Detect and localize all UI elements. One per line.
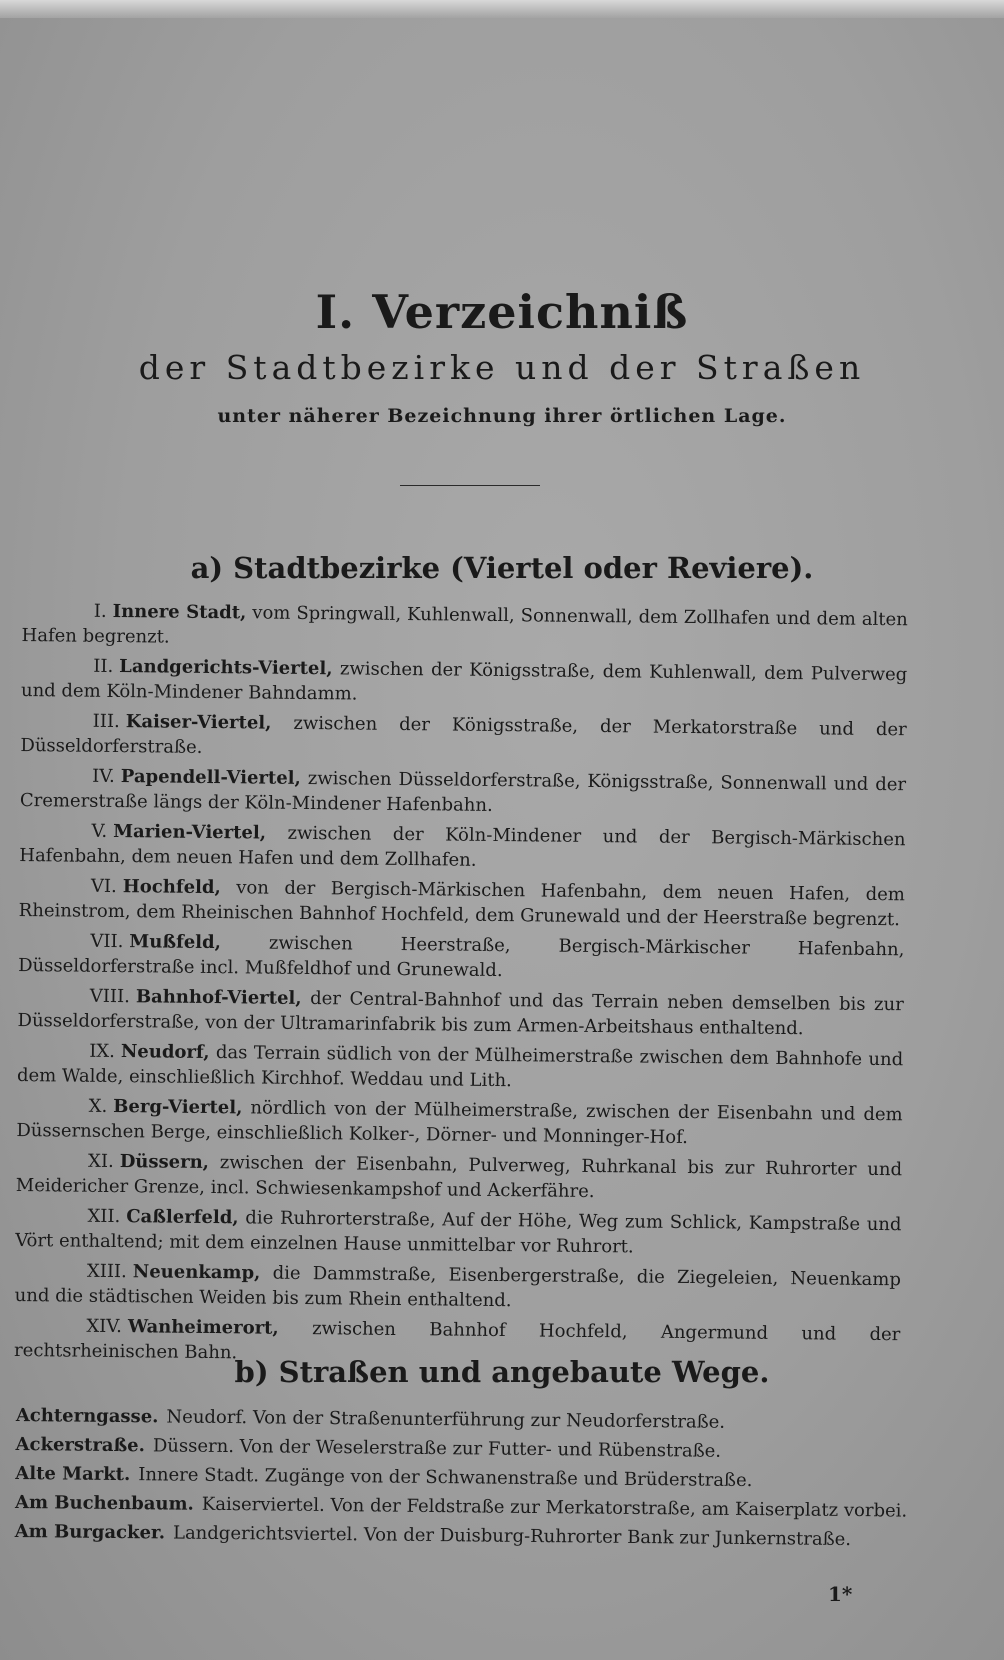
street-name: Alte Markt. xyxy=(15,1462,131,1486)
district-name: Landgerichts-Viertel, xyxy=(119,656,333,680)
district-description: zwischen Heerstraße, Bergisch-Märkischer Hafenbahn, Düsseldorferstraße incl. Mußfeldhof und Grunewald. xyxy=(18,932,905,982)
street-description: Landgerichtsviertel. Von der Duisburg-Ruhrorter Bank zur Junkernstraße. xyxy=(172,1522,852,1551)
street-entry xyxy=(15,1432,915,1466)
district-description: zwischen Düsseldorferstraße, Königsstraße, Sonnenwall und der Cremerstraße längs der Köln-Mindener Hafenbahn. xyxy=(19,768,907,816)
district-description: die Ruhrorterstraße, Auf der Höhe, Weg zum Schlick, Kampstraße und Vört enthaltend; mit dem einzelnen Hause unmittelbar vor Ruhrort. xyxy=(15,1207,902,1258)
district-name: Papendell-Viertel, xyxy=(120,766,301,789)
street-name: Achterngasse. xyxy=(15,1404,159,1428)
street-description: Kaiserviertel. Von der Feldstraße zur Merkatorstraße, am Kaiserplatz vorbei. xyxy=(201,1493,908,1522)
sub-sub-title: unter näherer Bezeichnung ihrer örtlichen Lage. xyxy=(217,405,787,427)
district-number: VII. xyxy=(90,930,124,953)
title-block xyxy=(0,282,1004,430)
page-top-edge xyxy=(0,0,1004,18)
sub-title: der Stadtbezirke und der Straßen xyxy=(138,348,866,387)
page-signature-mark: 1* xyxy=(828,1582,853,1606)
district-entry xyxy=(15,1258,901,1317)
district-name: Düssern, xyxy=(119,1151,210,1173)
title-divider xyxy=(400,485,540,486)
district-number: XI. xyxy=(87,1150,114,1172)
street-name: Am Buchenbaum. xyxy=(14,1491,194,1515)
district-name: Bahnhof-Viertel, xyxy=(135,986,302,1009)
street-entry xyxy=(15,1490,915,1524)
district-entry xyxy=(15,1203,901,1262)
street-entry xyxy=(15,1519,915,1553)
district-number: II. xyxy=(93,655,114,677)
district-description: die Dammstraße, Eisenbergerstraße, die Ziegeleien, Neuenkamp und die städtischen Weiden bis zum Rhein enthaltend. xyxy=(14,1262,902,1312)
street-list xyxy=(15,1403,916,1557)
district-name: Caßlerfeld, xyxy=(126,1206,239,1229)
district-number: V. xyxy=(91,820,108,842)
section-b-heading: b) Straßen und angebaute Wege. xyxy=(234,1355,770,1389)
district-entry xyxy=(19,818,905,877)
district-number: VI. xyxy=(90,875,117,898)
district-number: III. xyxy=(92,710,120,733)
street-description: Innere Stadt. Zugänge von der Schwanenstraße und Brüderstraße. xyxy=(138,1464,753,1492)
district-description: zwischen der Königsstraße, dem Kuhlenwall, dem Pulverweg und dem Köln-Mindener Bahndamm. xyxy=(20,658,908,705)
district-number: VIII. xyxy=(89,985,131,1008)
street-description: Düssern. Von der Weselerstraße zur Futter- und Rübenstraße. xyxy=(152,1435,722,1462)
district-name: Neuenkamp, xyxy=(132,1261,261,1284)
district-entry xyxy=(16,1093,902,1152)
district-entry xyxy=(16,1148,902,1207)
district-entry xyxy=(21,598,907,657)
district-description: das Terrain südlich von der Mülheimerstraße zwischen dem Bahnhofe und dem Walde, einschließlich Kirchhof. Weddau und Lith. xyxy=(16,1042,904,1092)
district-number: IX. xyxy=(89,1040,116,1062)
district-description: von der Bergisch-Märkischen Hafenbahn, dem neuen Hafen, dem Rheinstrom, dem Rheinischen Bahnhof Hochfeld, dem Grunewald und der Heerstraße begrenzt. xyxy=(18,877,906,931)
street-entry xyxy=(15,1461,915,1495)
district-name: Berg-Viertel, xyxy=(113,1095,243,1119)
section-a-heading: a) Stadtbezirke (Viertel oder Reviere). xyxy=(190,551,814,585)
district-entry xyxy=(18,928,904,987)
district-number: XIV. xyxy=(86,1315,122,1338)
district-entry xyxy=(19,873,905,932)
street-description: Neudorf. Von der Straßenunterführung zur Neudorferstraße. xyxy=(166,1406,726,1433)
district-list xyxy=(14,598,908,1377)
district-name: Kaiser-Viertel, xyxy=(125,711,272,734)
district-name: Wanheimerort, xyxy=(127,1316,279,1339)
district-name: Innere Stadt, xyxy=(112,600,247,624)
district-description: nördlich von der Mülheimerstraße, zwischen der Eisenbahn und dem Düssernschen Berge, einschließlich Kolker-, Dörner- und Monninger-Hof. xyxy=(16,1097,903,1149)
main-title: I. Verzeichniß xyxy=(315,285,689,339)
district-description: der Central-Bahnhof und das Terrain neben demselben bis zur Düsseldorferstraße, von der Ultramarinfabrik bis zum Armen-Arbeitshaus enthaltend. xyxy=(17,988,904,1040)
district-entry xyxy=(21,653,907,712)
district-number: I. xyxy=(93,600,107,622)
district-description: zwischen Bahnhof Hochfeld, Angermund und der rechtsrheinischen Bahn. xyxy=(14,1318,901,1364)
district-number: XIII. xyxy=(86,1260,127,1283)
district-description: vom Springwall, Kuhlenwall, Sonnenwall, dem Zollhafen und dem alten Hafen begrenzt. xyxy=(21,602,908,648)
district-entry xyxy=(20,708,906,767)
district-name: Mußfeld, xyxy=(129,931,222,954)
district-description: zwischen der Köln-Mindener und der Bergisch-Märkischen Hafenbahn, dem neuen Hafen und dem Zollhafen. xyxy=(19,822,906,871)
district-entry xyxy=(17,1038,903,1097)
district-number: X. xyxy=(88,1095,108,1117)
district-entry xyxy=(17,983,903,1042)
district-number: XII. xyxy=(87,1205,121,1228)
district-entry xyxy=(20,763,906,822)
street-name: Ackerstraße. xyxy=(15,1433,146,1457)
district-name: Marien-Viertel, xyxy=(113,820,267,844)
district-number: IV. xyxy=(92,765,115,787)
district-description: zwischen der Eisenbahn, Pulverweg, Ruhrkanal bis zur Ruhrorter und Meidericher Grenze, incl. Schwiesenkampshof und Ackerfähre. xyxy=(15,1152,903,1203)
district-name: Hochfeld, xyxy=(122,876,221,899)
street-entry xyxy=(16,1403,916,1437)
district-name: Neudorf, xyxy=(120,1041,210,1063)
district-description: zwischen der Königsstraße, der Merkatorstraße und der Düsseldorferstraße. xyxy=(20,712,907,758)
street-name: Am Burgacker. xyxy=(14,1520,166,1544)
